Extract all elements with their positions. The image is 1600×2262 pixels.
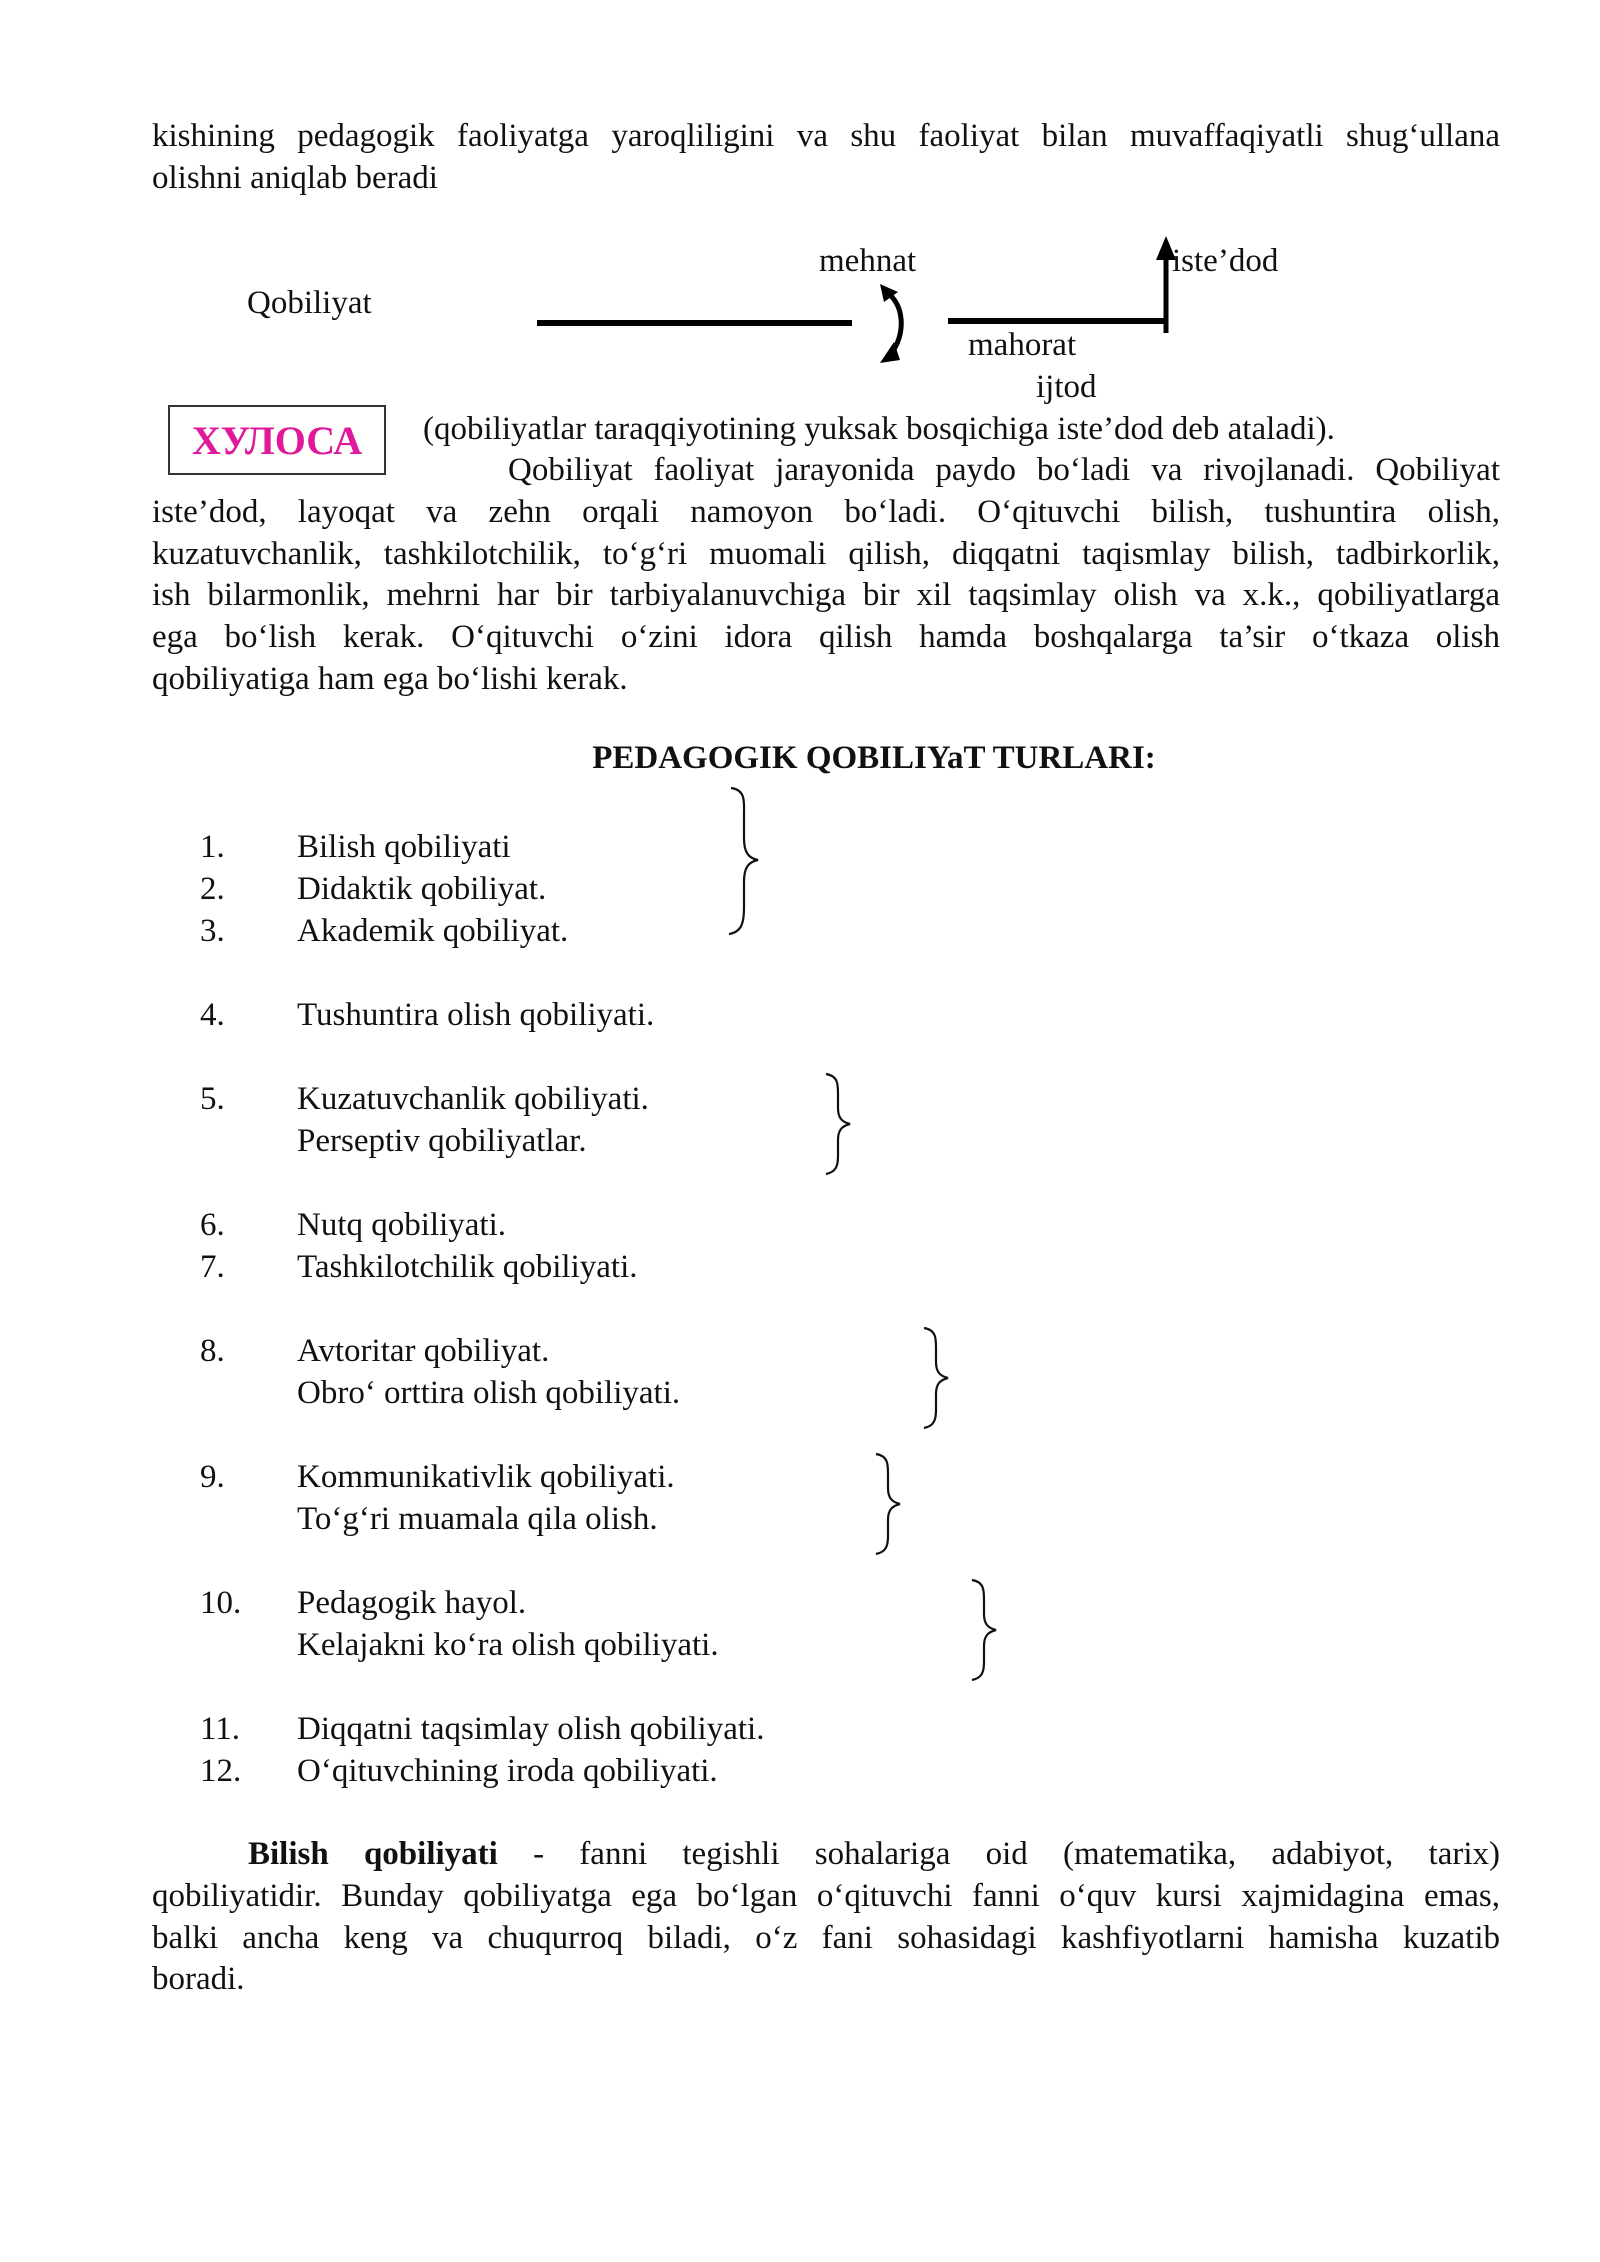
list-item-sub: Obro‘ orttira olish qobiliyati. bbox=[297, 1375, 681, 1411]
curly-brace-icon bbox=[826, 1074, 850, 1174]
paragraph-2-line: boradi. bbox=[152, 1961, 245, 1998]
list-item-sub: Kelajakni ko‘ra olish qobiliyati. bbox=[297, 1627, 719, 1663]
list-item: Nutq qobiliyati. bbox=[297, 1207, 506, 1243]
diagram-mehnat-label: mehnat bbox=[819, 243, 917, 279]
paragraph-1-line: iste’dod, layoqat va zehn orqali namoyon bo‘ladi. O‘qituvchi bilish, tushuntira olish, bbox=[152, 493, 1500, 530]
xulosa-note: (qobiliyatlar taraqqiyotining yuksak bosqichiga iste’dod deb ataladi). bbox=[423, 411, 1335, 447]
list-number: 7. bbox=[200, 1249, 225, 1285]
section-title: PEDAGOGIK QOBILIYaT TURLARI: bbox=[592, 740, 1156, 776]
list-number: 4. bbox=[200, 997, 225, 1033]
paragraph-1-line: Qobiliyat faoliyat jarayonida paydo bo‘ladi va rivojlanadi. Qobiliyat bbox=[508, 452, 1500, 488]
list-item-sub: To‘g‘ri muamala qila olish. bbox=[297, 1501, 658, 1537]
curly-brace-icon bbox=[924, 1328, 948, 1428]
list-item: Tashkilotchilik qobiliyati. bbox=[297, 1249, 638, 1285]
list-number: 3. bbox=[200, 913, 225, 949]
list-item: Bilish qobiliyati bbox=[297, 829, 511, 865]
paragraph-1-line: ish bilarmonlik, mehrni har bir tarbiyalanuvchiga bir xil taqsimlay olish va x.k., qobiliyatlarga bbox=[152, 577, 1500, 614]
list-number: 9. bbox=[200, 1459, 225, 1495]
paragraph-2-line: balki ancha keng va chuqurroq biladi, o‘z fani sohasidagi kashfiyotlarni hamisha kuzatib bbox=[152, 1919, 1500, 1956]
curly-brace-icon bbox=[876, 1454, 900, 1554]
list-number: 10. bbox=[200, 1585, 242, 1621]
list-item: O‘qituvchining iroda qobiliyati. bbox=[297, 1753, 718, 1789]
list-item-sub: Perseptiv qobiliyatlar. bbox=[297, 1123, 587, 1159]
list-item: Diqqatni taqsimlay olish qobiliyati. bbox=[297, 1711, 765, 1747]
list-number: 12. bbox=[200, 1753, 242, 1789]
paragraph-1-line: ega bo‘lish kerak. O‘qituvchi o‘zini idora qilish hamda boshqalarga ta’sir o‘tkaza olish bbox=[152, 619, 1500, 656]
list-number: 11. bbox=[200, 1711, 241, 1747]
paragraph-2 bbox=[152, 1834, 1500, 2001]
list-item: Pedagogik hayol. bbox=[297, 1585, 527, 1621]
list-item: Didaktik qobiliyat. bbox=[297, 871, 547, 907]
diagram-istedod-label: iste’dod bbox=[1170, 240, 1278, 282]
list-item: Tushuntira olish qobiliyati. bbox=[297, 997, 655, 1033]
list-number: 8. bbox=[200, 1333, 225, 1369]
diagram-ijtod-label: ijtod bbox=[1036, 369, 1097, 405]
paragraph-2-line: qobiliyatidir. Bunday qobiliyatga ega bo‘lgan o‘qituvchi fanni o‘quv kursi xajmidagina emas, bbox=[152, 1877, 1500, 1914]
intro-line-2: olishni aniqlab beradi bbox=[152, 159, 438, 196]
list-number: 1. bbox=[200, 829, 225, 865]
list-number: 6. bbox=[200, 1207, 225, 1243]
paragraph-1-line: kuzatuvchanlik, tashkilotchilik, to‘g‘ri muomali qilish, diqqatni taqismlay bilish, tadbirkorlik, bbox=[152, 535, 1500, 572]
paragraph-2-line bbox=[152, 1834, 1500, 1876]
intro-line-1: kishining pedagogik faoliyatga yaroqliligini va shu faoliyat bilan muvaffaqiyatli shug‘ullana bbox=[152, 118, 1500, 154]
curly-brace-icon bbox=[729, 788, 758, 934]
list-item: Avtoritar qobiliyat. bbox=[297, 1333, 550, 1369]
diagram-qobiliyat-label: Qobiliyat bbox=[247, 285, 372, 321]
list-item: Kuzatuvchanlik qobiliyati. bbox=[297, 1081, 649, 1117]
list-number: 2. bbox=[200, 871, 225, 907]
list-number: 5. bbox=[200, 1081, 225, 1117]
curly-brace-icon bbox=[972, 1580, 996, 1680]
list-item: Kommunikativlik qobiliyati. bbox=[297, 1459, 675, 1495]
bold-term: Bilish qobiliyati bbox=[248, 1836, 498, 1872]
paragraph-1-line: qobiliyatiga ham ega bo‘lishi kerak. bbox=[152, 660, 628, 697]
list-item: Akademik qobiliyat. bbox=[297, 913, 569, 949]
paragraph-2-line1-rest: - fanni tegishli sohalariga oid (matematika, adabiyot, tarix) bbox=[533, 1836, 1501, 1872]
xulosa-box: ХУЛОСА bbox=[168, 405, 386, 475]
diagram-mahorat-label: mahorat bbox=[968, 327, 1077, 363]
